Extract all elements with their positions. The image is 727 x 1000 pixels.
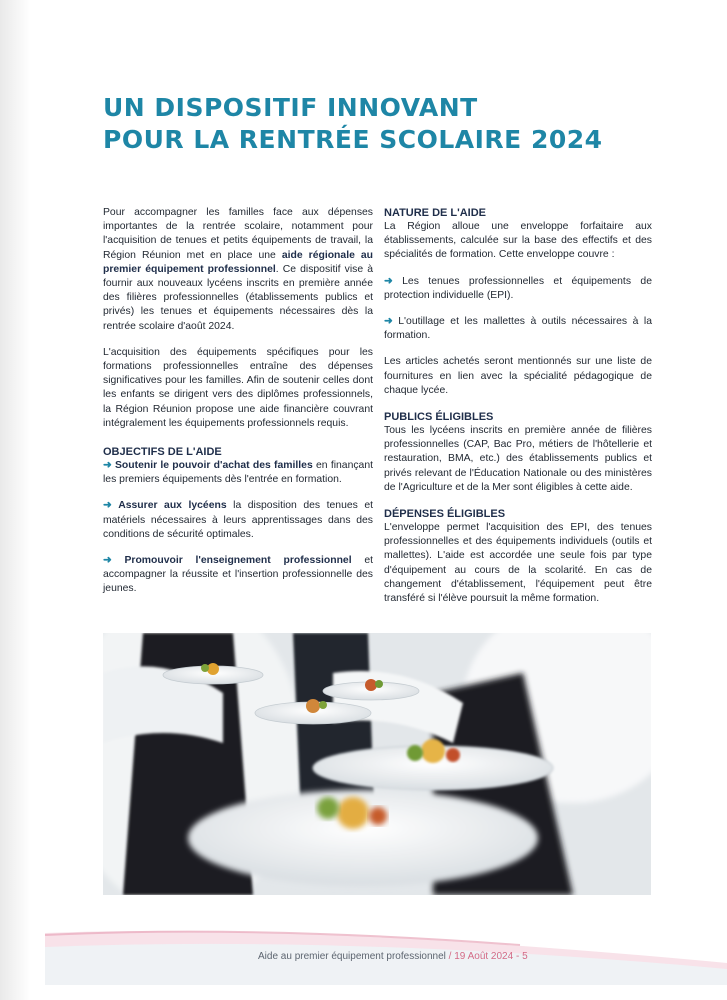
objectif-item [103,499,373,542]
objectifs-heading: OBJECTIFS DE L'AIDE [103,446,222,459]
arrow-icon: ➜ [103,500,112,512]
depenses-heading: DÉPENSES ÉLIGIBLES [384,508,506,521]
objectif-item [103,554,373,597]
footer-text [258,951,528,962]
intro1-after: . Ce dispositif vise à fournir aux nouveaux lycéens inscrits en première année des filières professionnelles (établissements publics et privés) les tenues et équipements nécessaires dès la rentrée scolaire d'août 2024. [103,263,373,332]
objectif-bold: Promouvoir l'enseignement professionnel [124,555,352,567]
nature-item [384,315,652,343]
scan-left-edge [0,0,30,1000]
footer-label: Aide au premier équipement professionnel [258,951,446,962]
objectif-bold: Soutenir le pouvoir d'achat des familles [114,460,313,472]
waiters-serving-plates-photo [103,633,651,895]
footer-page-number: - 5 [515,951,528,962]
intro-paragraph-2: L'acquisition des équipements spécifiques pour les formations professionnelles entraîne des dépenses significatives pour les familles. Afin de soutenir celles dont les enfants se dirigent vers des diplômes professionnels, la Région Réunion propose une aide financière couvrant intégralement les équipements professionnels requis. [103,346,373,429]
nature-item-text: Les tenues professionnelles et équipements de protection individuelle (EPI). [384,275,652,301]
objectif-text: la disposition des tenues et matériels nécessaires à leurs apprentissages dans des conditions de sécurité optimales. [103,500,374,540]
depenses-body: L'enveloppe permet l'acquisition des EPI, des tenues professionnelles et des équipements individuels (outils et mallettes). L'aide est accordée une seule fois par type d'équipement au cours de la scolarité. En cas de changement d'établissement, l'équipement peut être transféré si l'élève poursuit la même formation. [384,522,652,605]
intro1-bold: aide régionale au premier équipement professionnel [103,249,374,275]
photo-illustration [103,633,651,895]
footer-date: 19 Août 2024 [454,951,514,962]
arrow-icon: ➜ [384,316,393,328]
nature-item [384,275,652,303]
arrow-icon: ➜ [384,275,393,287]
publics-heading: PUBLICS ÉLIGIBLES [384,411,494,424]
publics-body: Tous les lycéens inscrits en première année de filières professionnelles (CAP, Bac Pro, métiers de l'hôtellerie et restauration, BMA, etc.) des établissements publics et privés relevant de l'Éducation Nationale ou des ministères de l'Agriculture et de la Mer sont éligibles à cette aide. [384,425,652,493]
nature-outro: Les articles achetés seront mentionnés sur une liste de fournitures en lien avec la spécialité pédagogique de chaque lycée. [384,356,652,396]
page-footer [0,925,727,985]
arrow-icon: ➜ [103,555,112,567]
title-line-1: UN DISPOSITIF INNOVANT [103,93,478,122]
arrow-icon: ➜ [103,460,112,472]
intro1-before: Pour accompagner les familles face aux dépenses importantes de la rentrée scolaire, notamment pour l'acquisition de tenues et petits équipements de travail, la Région Réunion met en place une [103,207,373,261]
title-line-2: POUR LA RENTRÉE SCOLAIRE 2024 [103,125,603,154]
nature-heading: NATURE DE L'AIDE [384,207,487,219]
nature-body: La Région alloue une enveloppe forfaitaire aux établissements, calculée sur la base des effectifs et des spécialités de formation. Cette enveloppe couvre : [384,221,652,261]
left-column [103,206,373,597]
objectif-bold: Assurer aux lycéens [118,500,227,512]
page-title [103,92,663,156]
right-column [384,206,652,606]
nature-item-text: L'outillage et les mallettes à outils nécessaires à la formation. [384,316,653,342]
objectif-item [103,459,373,487]
intro-paragraph-1 [103,206,373,334]
objectif-text: et accompagner la réussite et l'insertion professionnelle des jeunes. [103,555,374,595]
footer-separator: / [448,951,452,962]
objectif-text: en finançant les premiers équipements dès l'entrée en formation. [103,460,373,486]
